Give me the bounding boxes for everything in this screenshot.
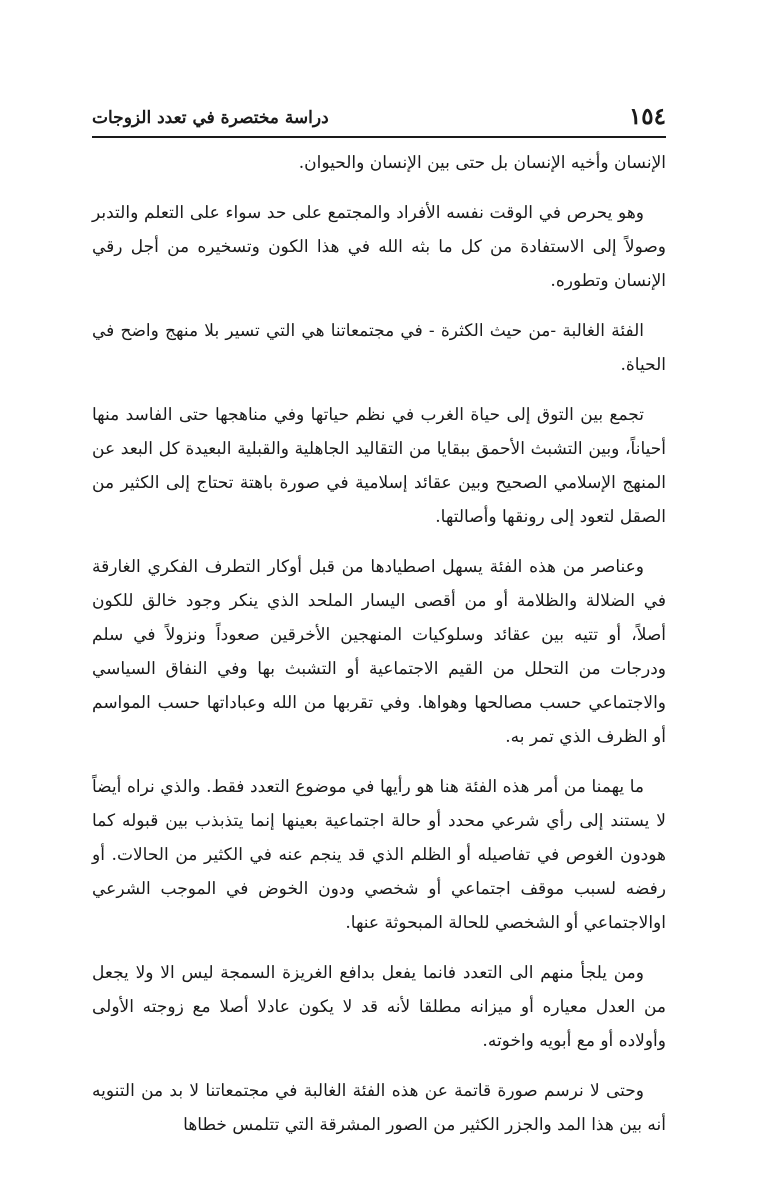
paragraph: وعناصر من هذه الفئة يسهل اصطيادها من قبل أوكار التطرف الفكري الغارقة في الضلالة والظلامة أو من أقصى اليسار الملحد الذي ينكر وجود خالق للكون أصلاً، أو تتيه بين عقائد وسلوكيات المنهجين الأخرقين صعوداً ونزولاً في سلم ودرجات من التحلل من القيم الاجتماعية أو التشبث بها وفي النفاق السياسي والاجتماعي حسب مصالحها وهواها. وفي تقربها من الله وعباداتها حسب المواسم أو الظرف الذي تمر به. bbox=[92, 557, 666, 747]
paragraph: الإنسان وأخيه الإنسان بل حتى بين الإنسان والحيوان. bbox=[298, 153, 666, 173]
page-header bbox=[92, 98, 666, 138]
paragraph: ومن يلجأ منهم الى التعدد فانما يفعل بدافع الغريزة السمجة ليس الا ولا يجعل من العدل معياره أو ميزانه مطلقا لأنه قد لا يكون عادلا أصلا مع زوجته الأولى وأولاده أو مع أبويه واخوته. bbox=[92, 963, 666, 1051]
paragraph: وهو يحرص في الوقت نفسه الأفراد والمجتمع على حد سواء على التعلم والتدبر وصولاً إلى الاستفادة من كل ما بثه الله في هذا الكون وتسخيره من أجل رقي الإنسان وتطوره. bbox=[92, 203, 666, 291]
paragraph: ما يهمنا من أمر هذه الفئة هنا هو رأيها في موضوع التعدد فقط. والذي نراه أيضاً لا يستند إلى رأي شرعي محدد أو حالة اجتماعية بعينها إنما يتذبذب بين قبوله كما هودون الغوص في تفاصيله أو الظلم الذي قد ينجم عنه في الكثير من الحالات. أو رفضه لسبب موقف اجتماعي أو شخصي ودون الخوض في الموجب الشرعي اوالاجتماعي أو الشخصي للحالة المبحوثة عنها. bbox=[92, 777, 666, 933]
page-body bbox=[92, 146, 666, 1158]
page-number: ١٥٤ bbox=[628, 103, 666, 130]
running-title: دراسة مختصرة في تعدد الزوجات bbox=[92, 108, 329, 128]
paragraph: تجمع بين التوق إلى حياة الغرب في نظم حياتها وفي مناهجها حتى الفاسد منها أحياناً، وبين التشبث الأحمق ببقايا من التقاليد الجاهلية والقبلية البعيدة كل البعد عن المنهج الإسلامي الصحيح وبين عقائد إسلامية في صورة باهتة تحتاج إلى الكثير من الصقل لتعود إلى رونقها وأصالتها. bbox=[92, 405, 666, 527]
paragraph: وحتى لا نرسم صورة قاتمة عن هذه الفئة الغالبة في مجتمعاتنا لا بد من التنويه أنه بين هذا المد والجزر الكثير من الصور المشرقة التي تتلمس خطاها bbox=[92, 1081, 666, 1135]
paragraph: الفئة الغالبة -من حيث الكثرة - في مجتمعاتنا هي التي تسير بلا منهج واضح في الحياة. bbox=[92, 321, 666, 375]
